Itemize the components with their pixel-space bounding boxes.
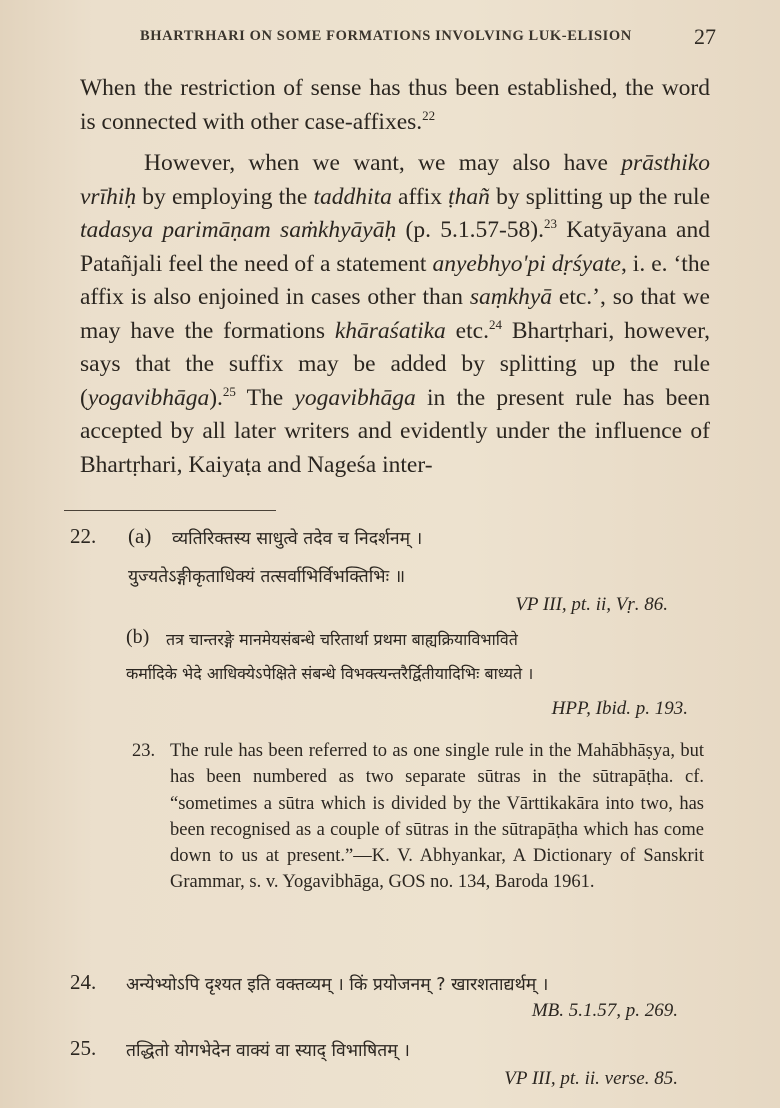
- text-run: ).: [209, 384, 223, 411]
- footnote-ref-23: 23: [544, 216, 558, 231]
- footnote-number: 25.: [70, 1036, 97, 1060]
- footnote-ref-24: 24: [488, 316, 502, 332]
- footnote-22a-line2: युज्यतेऽङ्गीकृताधिक्यं तत्सर्वाभिर्विभक्तिभिः ॥: [128, 567, 406, 587]
- italic-term: prāsthiko vrīhiḥ: [80, 150, 710, 210]
- footnote-number: 24.: [70, 970, 97, 994]
- paragraph-1-text: When the restriction of sense has thus been established, the word is connected with other case-affixes.: [80, 75, 710, 135]
- italic-term: khāraśatika: [334, 317, 446, 344]
- footnote-22a-source: VP III, pt. ii, Vṛ. 86.: [515, 594, 668, 615]
- main-text: [80, 72, 710, 482]
- text-run: by employing the: [136, 183, 314, 210]
- text-run: (p. 5.1.57-58).: [396, 217, 545, 243]
- footnote-22a-label: (a): [128, 524, 152, 548]
- paragraph-2: [80, 147, 710, 482]
- footnote-24-line: अन्येभ्योऽपि दृश्यत इति वक्तव्यम् । किं प्रयोजनम् ? खारशताद्यर्थम् ।: [126, 975, 549, 995]
- footnote-23-text: The rule has been referred to as one single rule in the Mahābhāṣya, but has been numbered as two separate sūtras in the sūtrapāṭha. cf. “sometimes a sūtra which is divided by the Vārttikakāra into two, has been recognised as a couple of sūtras in the sūtrapāṭha which has come down to us at present.”—K. V. Abhyankar, A Dictionary of Sanskrit Grammar, s. v. Yogavibhāga, GOS no. 134, Baroda 1961.: [170, 741, 704, 893]
- text-run: The: [235, 384, 295, 411]
- text-run: However, when we want, we may also have: [144, 150, 622, 176]
- running-head: BHARTRHARI ON SOME FORMATIONS INVOLVING LUK-ELISION: [140, 28, 632, 44]
- footnote-24-source: MB. 5.1.57, p. 269.: [531, 1000, 678, 1021]
- page-number: 27: [694, 24, 716, 49]
- text-run: by splitting up the rule: [489, 183, 710, 210]
- text-run: Bhartṛhari, however, says that the suffix may be added by splitting up the rule (: [80, 317, 710, 411]
- italic-term: yogavibhāga: [87, 384, 210, 411]
- text-run: in the present rule has been accepted by all later writers and evidently under the influence of Bhartṛhari, Kaiyaṭa and Nageśa inter-: [80, 384, 710, 478]
- footnote-22b-label: (b): [126, 626, 150, 648]
- text-run: affix: [391, 183, 449, 210]
- footnote-22b-line1: तत्र चान्तरङ्गे मानमेयसंबन्धे चरितार्था प्रथमा बाह्यक्रियाविभाविते: [166, 630, 518, 649]
- footnote-number: 22.: [70, 524, 97, 548]
- text-run: etc.: [445, 317, 489, 344]
- italic-term: ṭhañ: [448, 183, 490, 210]
- footnote-22b-line2: कर्मादिके भेदे आधिक्येऽपेक्षिते संबन्धे विभक्त्यन्तरैर्द्वितीयादिभिः बाध्यते ।: [126, 664, 534, 683]
- italic-term: tadasya parimāṇam saṁkhyāyāḥ: [80, 217, 397, 243]
- footnote-number: 23.: [132, 741, 156, 761]
- footnote-divider: [64, 510, 276, 511]
- italic-term: yogavibhāga: [294, 384, 416, 411]
- italic-term: taddhita: [313, 183, 392, 210]
- footnote-ref-22: 22: [422, 107, 436, 123]
- footnote-ref-25: 25: [222, 383, 236, 399]
- italic-term: anyebhyo'pi dṛśyate: [432, 250, 621, 277]
- text-run: etc.’, so that we may have the formations: [80, 284, 710, 344]
- italic-term: saṃkhyā: [469, 284, 553, 310]
- paragraph-1: [80, 72, 710, 139]
- text-run: , i. e. ‘the affix is also enjoined in cases other than: [80, 250, 711, 310]
- footnote-22a-line1: व्यतिरिक्तस्य साधुत्वे तदेव च निदर्शनम् ।: [172, 529, 423, 549]
- footnote-25-source: VP III, pt. ii. verse. 85.: [504, 1068, 678, 1089]
- text-run: Katyāyana and Patañjali feel the need of a statement: [80, 217, 710, 277]
- footnote-22b-source: HPP, Ibid. p. 193.: [551, 698, 688, 719]
- footnote-25-line: तद्धितो योगभेदेन वाक्यं वा स्याद् विभाषितम् ।: [126, 1041, 410, 1061]
- page-header: [140, 24, 716, 50]
